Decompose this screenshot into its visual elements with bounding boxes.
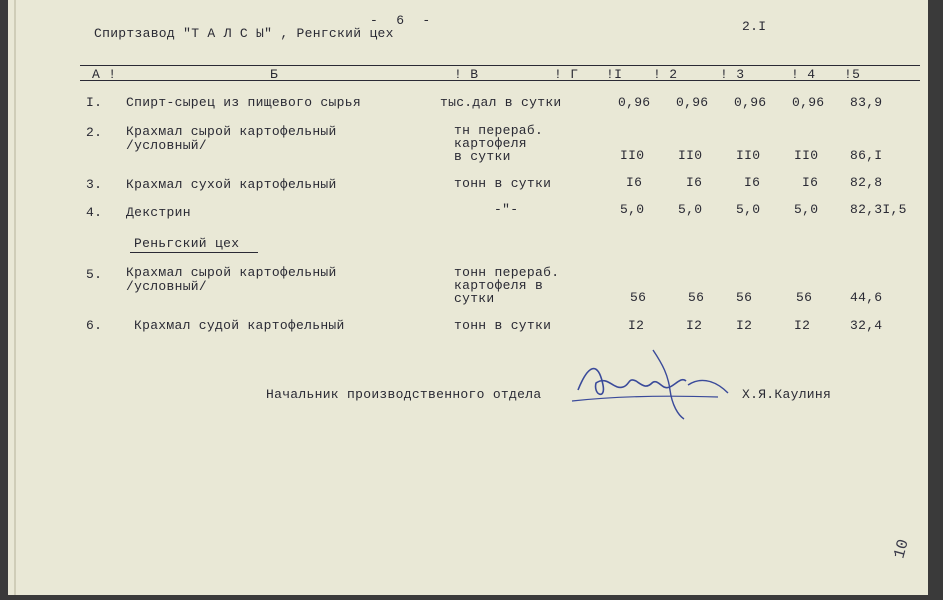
value-col-2: 56	[688, 290, 705, 305]
value-col-4: II0	[794, 148, 819, 163]
value-col-5: 86,I	[850, 148, 883, 163]
value-col-1: I6	[626, 175, 643, 190]
plant-title: Спиртзавод "Т А Л С Ы" , Ренгский цех	[94, 26, 394, 41]
signatory-name: Х.Я.Каулиня	[742, 387, 832, 402]
col-4-header: ! 4	[791, 67, 816, 82]
value-col-3: II0	[736, 148, 761, 163]
row-number: 3.	[86, 177, 103, 192]
value-col-5: 82,8	[850, 175, 883, 190]
row-unit-line-3: сутки	[454, 291, 495, 306]
page-marker: - 6 -	[370, 13, 431, 28]
document-page	[8, 0, 928, 595]
row-name-line-1: Крахмал сырой картофельный	[126, 265, 337, 280]
row-name: Крахмал судой картофельный	[134, 318, 345, 333]
handwritten-signature	[568, 345, 738, 425]
value-col-3: 0,96	[734, 95, 767, 110]
col-b-header: Б	[270, 67, 279, 82]
col-3-header: ! 3	[720, 67, 745, 82]
col-1-header: !I	[606, 67, 623, 82]
row-name-line-1: Крахмал сырой картофельный	[126, 124, 337, 139]
subheading-underline	[130, 252, 258, 253]
table-top-rule	[80, 65, 920, 66]
value-col-5: 32,4	[850, 318, 883, 333]
signatory-position: Начальник производственного отдела	[266, 387, 542, 402]
value-col-1: 5,0	[620, 202, 645, 217]
row-unit: тонн в сутки	[454, 176, 552, 191]
row-unit-line-2: картофеля	[454, 136, 527, 151]
row-number: 4.	[86, 205, 103, 220]
row-name: Крахмал сухой картофельный	[126, 177, 337, 192]
row-name: Спирт-сырец из пищевого сырья	[126, 95, 361, 110]
row-unit-line-3: в сутки	[454, 149, 511, 164]
col-v-header: ! В	[454, 67, 479, 82]
row-unit: тонн в сутки	[454, 318, 552, 333]
value-col-4: I6	[802, 175, 819, 190]
value-col-2: I6	[686, 175, 703, 190]
value-col-2: II0	[678, 148, 703, 163]
value-col-2: 5,0	[678, 202, 703, 217]
value-col-1: I2	[628, 318, 645, 333]
row-name-line-2: /условный/	[126, 279, 208, 294]
section-subheading: Реньгский цех	[134, 236, 240, 251]
value-col-5: 83,9	[850, 95, 883, 110]
value-col-5: 82,3I,5	[850, 202, 907, 217]
value-col-3: I6	[744, 175, 761, 190]
value-col-1: 0,96	[618, 95, 651, 110]
value-col-4: 5,0	[794, 202, 819, 217]
value-col-2: I2	[686, 318, 703, 333]
row-number: 5.	[86, 267, 103, 282]
value-col-4: 0,96	[792, 95, 825, 110]
value-col-4: I2	[794, 318, 811, 333]
value-col-3: 56	[736, 290, 753, 305]
col-a-header: А !	[92, 67, 117, 82]
section-number: 2.I	[742, 19, 767, 34]
value-col-3: I2	[736, 318, 753, 333]
value-col-2: 0,96	[676, 95, 709, 110]
row-unit: -"-	[494, 202, 519, 217]
row-name-line-2: /условный/	[126, 138, 208, 153]
row-number: 2.	[86, 125, 103, 140]
col-5-header: !5	[844, 67, 861, 82]
row-name: Декстрин	[126, 205, 191, 220]
page-binding-edge	[14, 0, 16, 595]
col-g-header: ! Г	[554, 67, 579, 82]
value-col-1: II0	[620, 148, 645, 163]
value-col-5: 44,6	[850, 290, 883, 305]
row-unit-line-1: тн перераб.	[454, 123, 544, 138]
row-number: 6.	[86, 318, 103, 333]
value-col-1: 56	[630, 290, 647, 305]
col-2-header: ! 2	[653, 67, 678, 82]
row-unit-line-1: тонн перераб.	[454, 265, 560, 280]
row-number: I.	[86, 95, 103, 110]
row-unit: тыс.дал в сутки	[440, 95, 562, 110]
sheet-number: 10	[890, 537, 913, 561]
row-unit-line-2: картофеля в	[454, 278, 544, 293]
value-col-3: 5,0	[736, 202, 761, 217]
value-col-4: 56	[796, 290, 813, 305]
